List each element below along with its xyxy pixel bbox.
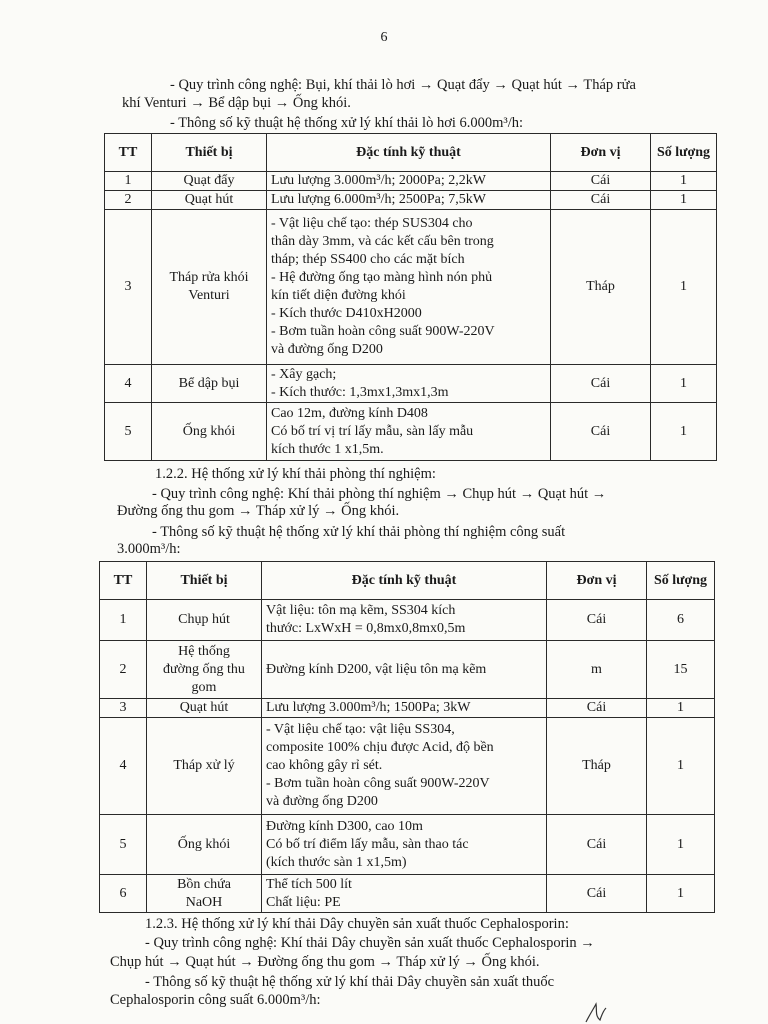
cell-qty: 1 (651, 403, 717, 461)
header-tt: TT (100, 562, 147, 600)
cell-unit: Cái (551, 365, 651, 403)
cell-line: Lưu lượng 6.000m³/h; 2500Pa; 7,5kW (271, 192, 486, 207)
boiler-spec-table (104, 133, 717, 461)
cell-line: Quạt hút (184, 192, 234, 207)
cell-tt: 5 (100, 815, 147, 875)
cell-qty: 1 (647, 875, 715, 913)
cell-line: - Vật liệu chế tạo: thép SUS304 cho (271, 216, 473, 231)
cell-line: và đường ống D200 (271, 342, 383, 357)
cell-line: tháp; thép SS400 cho các mặt bích (271, 252, 465, 267)
cell-line: kích thước 1 x1,5m. (271, 441, 384, 457)
section-123-spec-line-2: Cephalosporin công suất 6.000m³/h: (110, 992, 321, 1008)
cell-line: - Vật liệu chế tạo: vật liệu SS304, (266, 722, 455, 737)
cell-line: Quạt hút (179, 700, 229, 715)
cell-line: Đường kính D200, vật liệu tôn mạ kẽm (266, 661, 487, 677)
section-122-process-line-2: Đường ống thu gom → Tháp xử lý → Ống khói. (117, 503, 400, 519)
cell-unit: Cái (547, 875, 647, 913)
cell-spec (267, 403, 551, 461)
cell-line: cao không gây rỉ sét. (266, 758, 383, 773)
table-header-row (105, 134, 717, 172)
header-unit: Đơn vị (551, 134, 651, 172)
cell-device (147, 641, 262, 699)
cell-line: Vật liệu: tôn mạ kẽm, SS304 kích (266, 603, 456, 618)
page-number: 6 (380, 30, 388, 45)
cell-spec (262, 718, 547, 815)
cell-line: gom (191, 679, 217, 695)
cell-qty: 6 (647, 600, 715, 641)
table-row (105, 365, 717, 403)
cell-unit: Tháp (547, 718, 647, 815)
cell-device (152, 191, 267, 210)
intro-process-line-1: - Quy trình công nghệ: Bụi, khí thải lò hơi → Quạt đẩy → Quạt hút → Tháp rửa (170, 77, 636, 93)
cell-line: - Kích thước: 1,3mx1,3mx1,3m (271, 384, 449, 400)
cell-line: Bồn chứa (177, 876, 231, 892)
cell-device (152, 403, 267, 461)
section-122-spec-line-2: 3.000m³/h: (117, 541, 181, 557)
cell-device (147, 699, 262, 718)
cell-spec (262, 641, 547, 699)
cell-line: Chất liệu: PE (266, 894, 341, 910)
header-spec: Đặc tính kỹ thuật (262, 562, 547, 600)
cell-spec (267, 210, 551, 365)
cell-tt: 4 (105, 365, 152, 403)
cell-line: Lưu lượng 3.000m³/h; 2000Pa; 2,2kW (271, 173, 486, 188)
cell-spec (262, 875, 547, 913)
cell-line: (kích thước sàn 1 x1,5m) (266, 854, 407, 870)
cell-qty: 15 (647, 641, 715, 699)
cell-spec (262, 600, 547, 641)
cell-line: thước: LxWxH = 0,8mx0,8mx0,5m (266, 621, 466, 636)
cell-unit: Cái (551, 403, 651, 461)
cell-line: Thể tích 500 lít (266, 876, 352, 892)
cell-tt: 3 (105, 210, 152, 365)
cell-unit: Tháp (551, 210, 651, 365)
cell-line: Đường kính D300, cao 10m (266, 818, 423, 834)
cell-unit: Cái (547, 600, 647, 641)
section-122-spec-line-1: - Thông số kỹ thuật hệ thống xử lý khí thải phòng thí nghiệm công suất (152, 524, 566, 540)
cell-line: Lưu lượng 3.000m³/h; 1500Pa; 3kW (266, 700, 471, 715)
cell-line: và đường ống D200 (266, 794, 378, 809)
cell-line: - Bơm tuần hoàn công suất 900W-220V (271, 324, 495, 339)
signature-mark (580, 1000, 620, 1024)
cell-device (147, 815, 262, 875)
cell-unit: Cái (547, 815, 647, 875)
cell-line: - Xây gạch; (271, 366, 337, 382)
cell-unit: Cái (551, 172, 651, 191)
cell-line: Cao 12m, đường kính D408 (271, 405, 428, 421)
section-123-heading: 1.2.3. Hệ thống xử lý khí thải Dây chuyền sản xuất thuốc Cephalosporin: (145, 916, 569, 932)
cell-line: Tháp xử lý (173, 758, 235, 773)
cell-device (152, 365, 267, 403)
cell-device (152, 172, 267, 191)
cell-line: composite 100% chịu được Acid, độ bền (266, 740, 494, 755)
table-row (100, 641, 715, 699)
cell-line: Có bố trí vị trí lấy mẫu, sàn lấy mẫu (271, 423, 474, 439)
cell-qty: 1 (651, 210, 717, 365)
cell-device (147, 600, 262, 641)
cell-line: thân dày 3mm, và các kết cấu bên trong (271, 234, 494, 249)
section-123-process-line-2: Chụp hút → Quạt hút → Đường ống thu gom → Tháp xử lý → Ống khói. (110, 954, 540, 970)
cell-line: NaOH (185, 894, 223, 910)
cell-line: Chụp hút (178, 612, 230, 627)
intro-process-line-2: khí Venturi → Bể dập bụi → Ống khói. (122, 95, 351, 111)
cell-qty: 1 (647, 815, 715, 875)
cell-qty: 1 (651, 365, 717, 403)
header-device: Thiết bị (152, 134, 267, 172)
cell-line: đường ống thu (163, 661, 245, 677)
table-row (105, 210, 717, 365)
table-row (100, 699, 715, 718)
cell-qty: 1 (651, 191, 717, 210)
header-qty: Số lượng (651, 134, 717, 172)
cell-tt: 2 (105, 191, 152, 210)
cell-line: Có bố trí điểm lấy mẫu, sàn thao tác (266, 836, 469, 852)
section-123-spec-line-1: - Thông số kỹ thuật hệ thống xử lý khí thải Dây chuyền sản xuất thuốc (145, 974, 555, 990)
cell-line: Bể dập bụi (178, 375, 240, 391)
cell-line: kín tiết diện đường khói (271, 288, 406, 303)
cell-device (152, 210, 267, 365)
cell-spec (267, 365, 551, 403)
table-header-row (100, 562, 715, 600)
section-123-process-line-1: - Quy trình công nghệ: Khí thải Dây chuyền sản xuất thuốc Cephalosporin → (145, 935, 595, 951)
cell-spec (267, 191, 551, 210)
cell-qty: 1 (651, 172, 717, 191)
cell-line: Tháp rửa khói (169, 270, 249, 285)
cell-tt: 5 (105, 403, 152, 461)
cell-line: Quạt đẩy (183, 173, 235, 188)
cell-tt: 1 (105, 172, 152, 191)
cell-qty: 1 (647, 699, 715, 718)
table-row (105, 403, 717, 461)
section-122-process-line-1: - Quy trình công nghệ: Khí thải phòng thí nghiệm → Chụp hút → Quạt hút → (152, 486, 607, 502)
cell-unit: Cái (547, 699, 647, 718)
cell-tt: 3 (100, 699, 147, 718)
intro-spec-heading: - Thông số kỹ thuật hệ thống xử lý khí thải lò hơi 6.000m³/h: (170, 115, 524, 131)
cell-spec (262, 815, 547, 875)
header-qty: Số lượng (647, 562, 715, 600)
table-row (105, 172, 717, 191)
cell-spec (267, 172, 551, 191)
header-device: Thiết bị (147, 562, 262, 600)
cell-qty: 1 (647, 718, 715, 815)
table-row (100, 815, 715, 875)
cell-unit: m (547, 641, 647, 699)
cell-device (147, 718, 262, 815)
cell-tt: 1 (100, 600, 147, 641)
cell-tt: 6 (100, 875, 147, 913)
cell-device (147, 875, 262, 913)
header-unit: Đơn vị (547, 562, 647, 600)
cell-line: Ống khói (182, 423, 236, 439)
cell-line: Venturi (188, 288, 230, 303)
header-tt: TT (105, 134, 152, 172)
section-122-heading: 1.2.2. Hệ thống xử lý khí thải phòng thí nghiệm: (155, 466, 436, 482)
cell-line: Ống khói (177, 836, 231, 852)
table-row (100, 718, 715, 815)
cell-tt: 2 (100, 641, 147, 699)
cell-line: - Hệ đường ống tạo màng hình nón phủ (271, 270, 493, 285)
cell-tt: 4 (100, 718, 147, 815)
cell-spec (262, 699, 547, 718)
table-row (100, 875, 715, 913)
header-spec: Đặc tính kỹ thuật (267, 134, 551, 172)
lab-spec-table (99, 561, 715, 913)
cell-line: - Kích thước D410xH2000 (271, 306, 422, 321)
table-row (100, 600, 715, 641)
table-row (105, 191, 717, 210)
cell-line: Hệ thống (178, 643, 230, 659)
cell-line: - Bơm tuần hoàn công suất 900W-220V (266, 776, 490, 791)
cell-unit: Cái (551, 191, 651, 210)
